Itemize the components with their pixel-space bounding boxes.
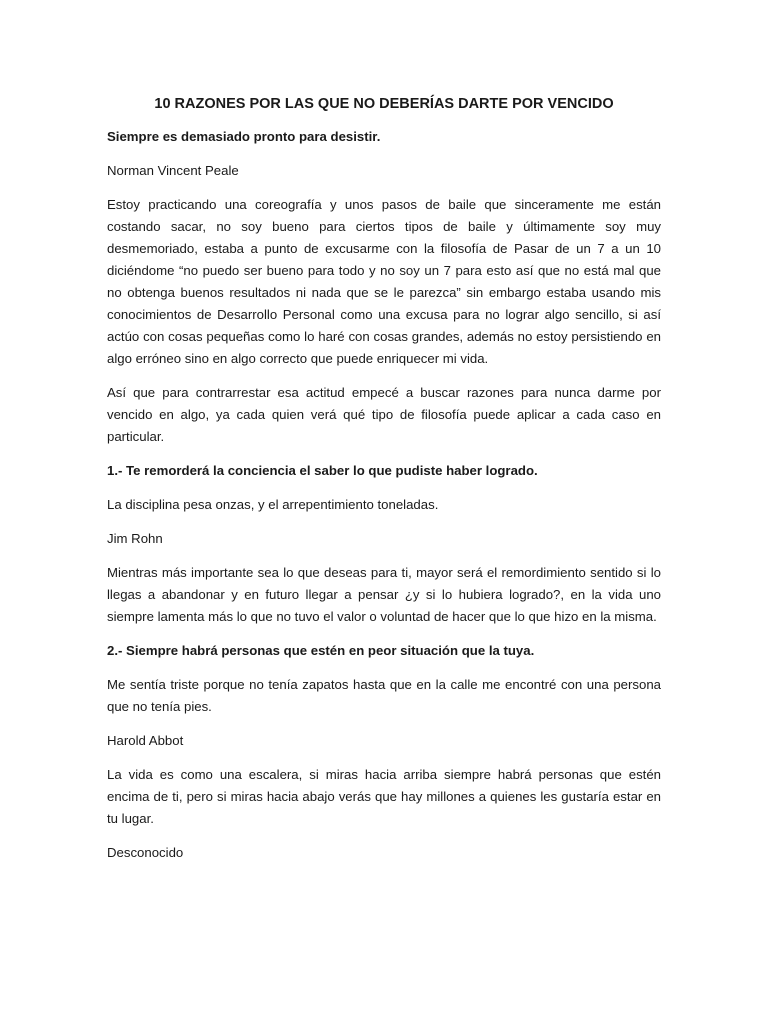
reason-2-quote-2: La vida es como una escalera, si miras hacia arriba siempre habrá personas que estén encima de ti, pero si miras hacia abajo verás que hay millones a quienes les gustaría estar en tu lugar.: [107, 767, 661, 826]
reason-1-heading: 1.- Te remorderá la conciencia el saber lo que pudiste haber logrado.: [107, 463, 538, 478]
intro-paragraph-1: Estoy practicando una coreografía y unos pasos de baile que sinceramente me están costando sacar, no soy bueno para ciertos tipos de baile y últimamente soy muy desmemoriado, estaba a punto de excusarme con la filosofía de Pasar de un 7 a un 10 diciéndome “no puedo ser bueno para todo y no soy un 7 para esto así que no está mal que no obtenga buenos resultados ni nada que se le parezca” sin embargo estaba usando mis conocimientos de Desarrollo Personal como una excusa para no lograr algo sencillo, si así actúo con cosas pequeñas como lo haré con cosas grandes, además no estoy persistiendo en algo erróneo sino en algo correcto que puede enriquecer mi vida.: [107, 197, 661, 366]
reason-2-heading: 2.- Siempre habrá personas que estén en peor situación que la tuya.: [107, 643, 535, 658]
reason-1-paragraph: Mientras más importante sea lo que deseas para ti, mayor será el remordimiento sentido si lo llegas a abandonar y en futuro llegar a pensar ¿y si lo hubiera logrado?, en la vida uno siempre lamenta más lo que no tuvo el valor o voluntad de hacer que lo que hizo en la misma.: [107, 565, 661, 624]
intro-paragraph-2: Así que para contrarrestar esa actitud empecé a buscar razones para nunca darme por vencido en algo, ya cada quien verá qué tipo de filosofía puede aplicar a cada caso en particular.: [107, 385, 661, 444]
document-title: 10 RAZONES POR LAS QUE NO DEBERÍAS DARTE POR VENCIDO: [154, 96, 614, 112]
document-page: [107, 93, 661, 876]
intro-quote: Siempre es demasiado pronto para desistir.: [107, 129, 381, 144]
reason-1-author: Jim Rohn: [107, 531, 163, 546]
intro-author: Norman Vincent Peale: [107, 163, 239, 178]
reason-1-quote: La disciplina pesa onzas, y el arrepentimiento toneladas.: [107, 497, 439, 512]
reason-2-author-2: Desconocido: [107, 845, 184, 860]
reason-2-author: Harold Abbot: [107, 733, 184, 748]
reason-2-quote: Me sentía triste porque no tenía zapatos hasta que en la calle me encontré con una persona que no tenía pies.: [107, 677, 661, 714]
